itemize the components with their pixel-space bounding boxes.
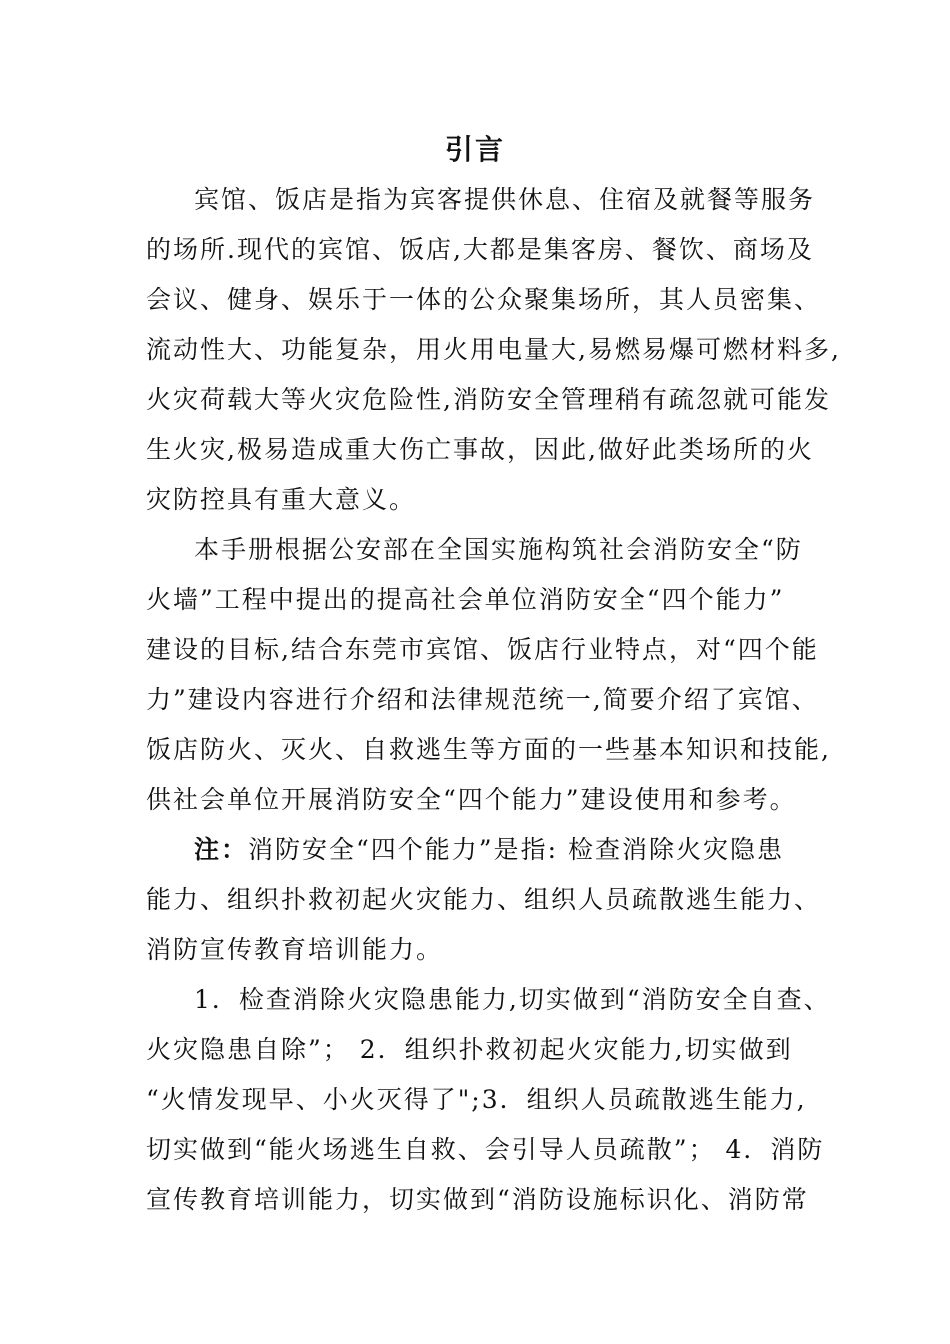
- paragraph-line: 能力、组织扑救初起火灾能力、组织人员疏散逃生能力、: [146, 885, 822, 914]
- paragraph-line: 火灾荷载大等火灾危险性,消防安全管理稍有疏忽就可能发: [146, 385, 831, 414]
- note-line: [194, 825, 811, 875]
- paragraph-line: 建设的目标,结合东莞市宾馆、饭店行业特点，对“四个能: [146, 635, 819, 664]
- page-title: 引言: [444, 133, 505, 166]
- paragraph-line: 本手册根据公安部在全国实施构筑社会消防安全“防: [194, 535, 803, 564]
- paragraph-line: 灾防控具有重大意义。: [146, 485, 417, 514]
- paragraph-line: “火情发现早、小火灭得了";3．组织人员疏散逃生能力,: [146, 1085, 807, 1114]
- paragraph-line: 消防宣传教育培训能力。: [146, 935, 444, 964]
- paragraph-line: 宾馆、饭店是指为宾客提供休息、住宿及就餐等服务: [194, 185, 816, 214]
- paragraph-line: 1．检查消除火灾隐患能力,切实做到“消防安全自查、: [194, 985, 831, 1014]
- paragraph-line: 的场所.现代的宾馆、饭店,大都是集客房、餐饮、商场及: [146, 235, 814, 264]
- paragraph-line: 切实做到“能火场逃生自救、会引导人员疏散”； 4．消防: [146, 1135, 825, 1164]
- paragraph-line: 宣传教育培训能力，切实做到“消防设施标识化、消防常: [146, 1185, 809, 1214]
- note-text: 消防安全“四个能力”是指: 检查消除火灾隐患: [248, 835, 784, 864]
- paragraph-line: 流动性大、功能复杂，用火用电量大,易燃易爆可燃材料多,: [146, 335, 841, 364]
- paragraph-line: 力”建设内容进行介绍和法律规范统一,简要介绍了宾馆、: [146, 685, 819, 714]
- note-label: 注：: [194, 835, 249, 864]
- paragraph-line: 供社会单位开展消防安全“四个能力”建设使用和参考。: [146, 785, 797, 814]
- paragraph-line: 会议、健身、娱乐于一体的公众聚集场所，其人员密集、: [146, 285, 822, 314]
- paragraph-line: 火灾隐患自除”； 2．组织扑救初起火灾能力,切实做到: [146, 1035, 793, 1064]
- paragraph-line: 生火灾,极易造成重大伤亡事故，因此,做好此类场所的火: [146, 435, 814, 464]
- paragraph-line: 火墙”工程中提出的提高社会单位消防安全“四个能力”: [146, 585, 785, 614]
- paragraph-line: 饭店防火、灭火、自救逃生等方面的一些基本知识和技能,: [146, 735, 831, 764]
